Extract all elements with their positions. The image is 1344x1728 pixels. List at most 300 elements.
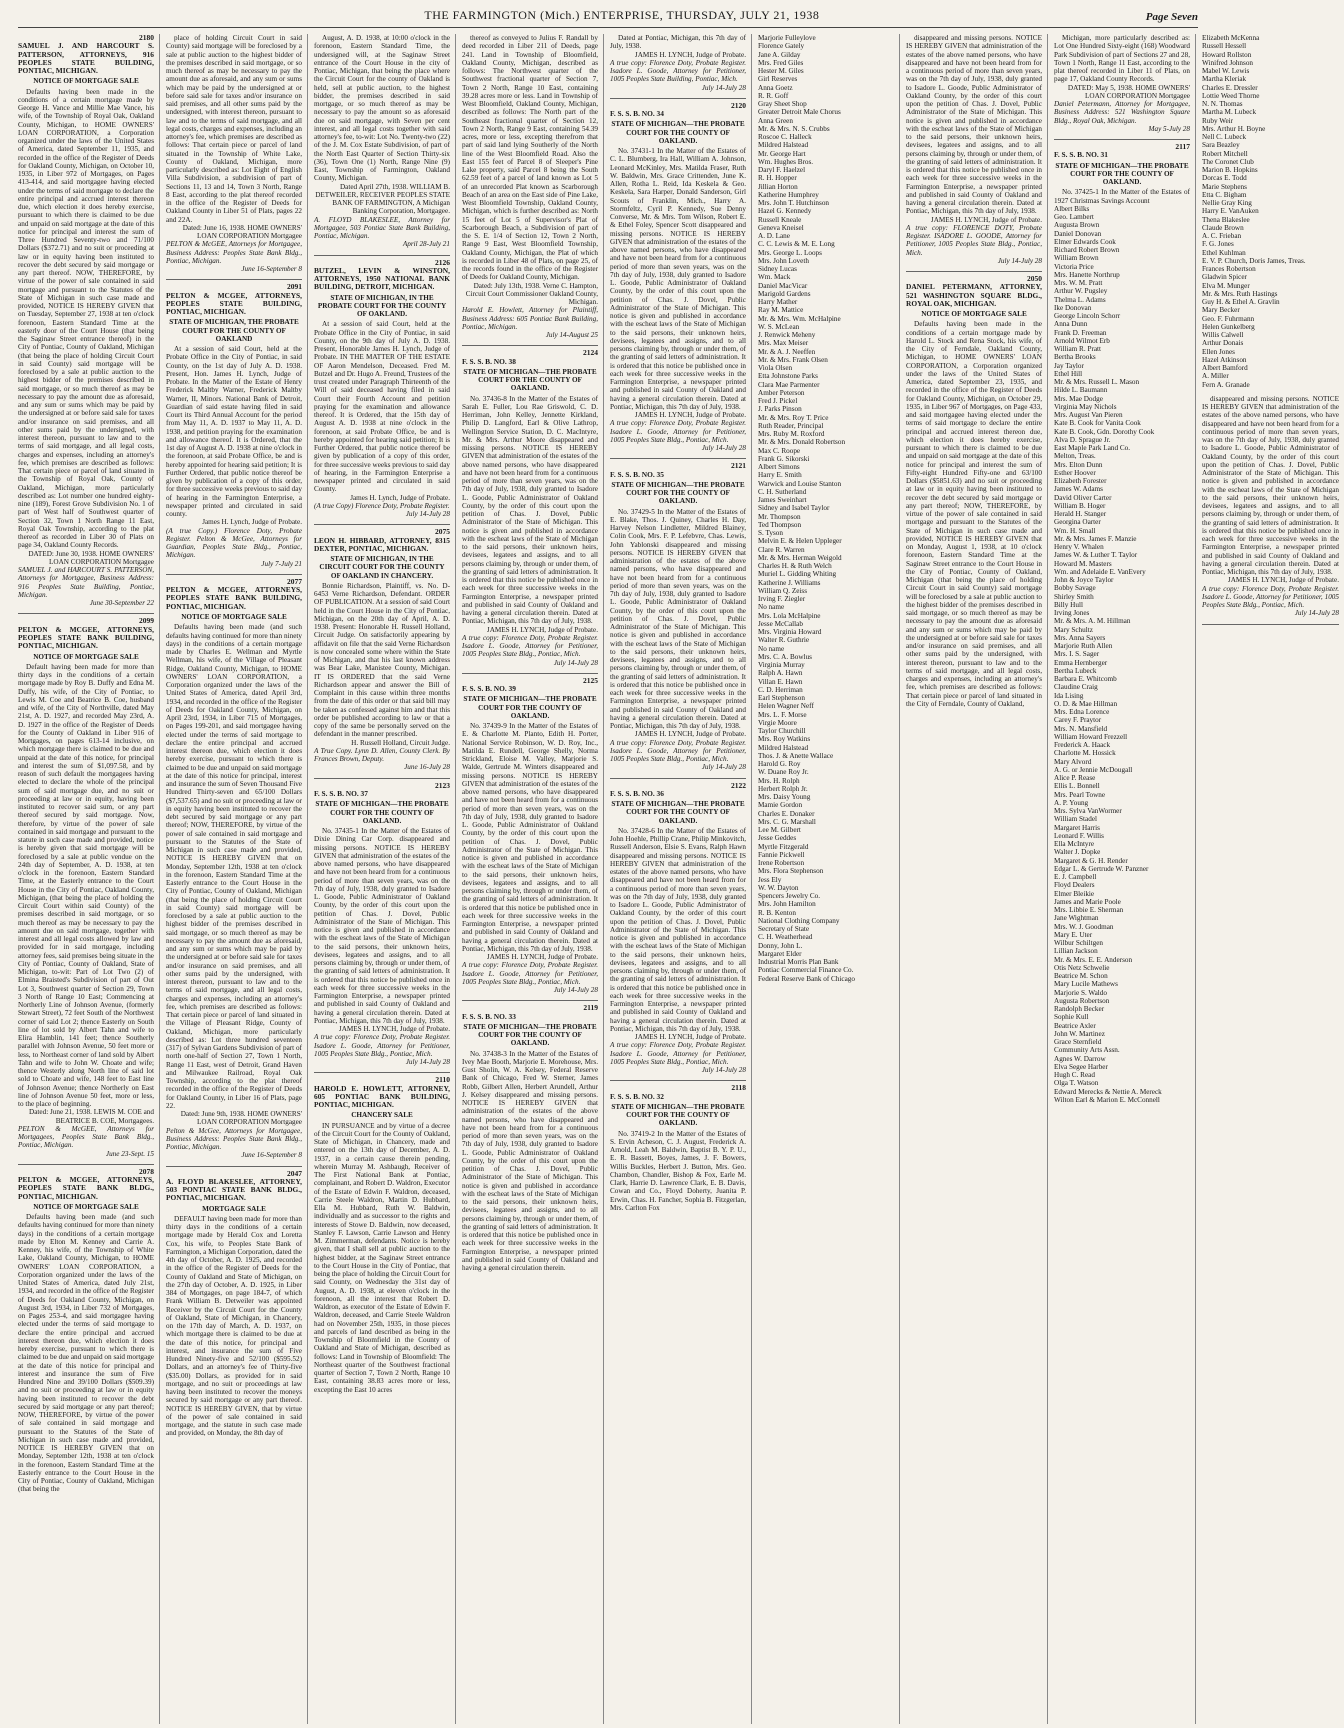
notice-header: F. S. S. B. NO. 39 xyxy=(462,684,516,694)
list-item: Spencers Jewelry Co. xyxy=(758,892,821,900)
names-list xyxy=(758,34,894,983)
notice-title: STATE OF MICHIGAN—THE PROBATE COURT FOR THE COUNTY OF OAKLAND. xyxy=(463,367,597,393)
notice-body: Default having been made for more than thirty days in the conditions of a certain mortgage made by Roy B. Duffy and Edna M. Duffy, his wife, of the City of Pontiac, to Lewis M. Coe and Beatrice B. Coe, husband and wife, of the City of Northville, dated May 21st, A. D. 1927, and recorded May 23rd, A. D. 1927 in the office of the Register of Deeds for the County of Oakland in Liber 916 of Mortgages, on pages 613-14 inclusive, on which mortgage there is claimed to be due and unpaid at the date of this notice, for principal and interest the sum of $1,097.58, and by reason of such default the mortgagees having elected to declare the whole of the principal sum of said mortgage due, and no suit or proceeding at law or in equity, having been instituted to recover said sum, or any part thereof secured by said mortgage. Now, therefore, by virtue of the power of sale contained in said mortgage and pursuant to the statute in such case made and provided, notice is hereby given that said mortgage will be foreclosed by a sale at public vendue on the 24th day of September, A. D. 1938, at ten o'clock in the forenoon, Eastern Standard Time, at the Easterly entrance to the Court House in the City of Pontiac, Oakland County, Michigan, (that being the place of holding the Circuit Court within said County) of the premises described in said mortgage, or so much thereof as may be necessary to pay the amount due on said mortgage, together with interest and all legal costs allowed by law and provided for in said mortgage, including attorney fees, said premises being situate in the City of Pontiac, County of Oakland, State of Michigan, to-wit: Part of Lot Two (2) of Elmina Braisted's Subdivision of part of Out Lot 3, Southwest quarter of Section 29, Town 3 North of Range 10 East; Commencing at Northerly Line of Johnson Avenue, (formerly Stewart Street), 72 feet South of the Northwest corner of said Lot 2; thence Easterly on South line of lot sold by Albert Tahn and wife to Elira Hamblin, 141 feet; thence Southerly parallel with Johnson Avenue, 50 feet more or less, to Northeast corner of land sold by Albert Tahn and wife to John W. Choate and wife; thence Westerly along North line of said lot sold to Choate and wife, 148 feet to East line of Johnson Avenue; thence Northerly on East line of Johnson Avenue 50 feet, more or less, to the place of beginning. xyxy=(18,662,154,1109)
list-item: Mary E. Uter xyxy=(1054,930,1093,939)
column-3 xyxy=(314,34,456,1724)
list-item: Harry E. Smith xyxy=(758,471,802,480)
notice-attorney: A true copy: Florence Doty, Probate Register. Isadore L. Goode, Attorney for Petitioner, 1005 Peoples State Bldg., Pontiac, Mich. xyxy=(314,1033,450,1058)
legal-notice xyxy=(1202,34,1339,389)
list-item: Alice P. Rease xyxy=(1054,774,1096,783)
list-item: Martha Kleriak xyxy=(1202,75,1247,84)
notice-title: STATE OF MICHIGAN—THE PROBATE COURT FOR THE COUNTY OF OAKLAND. xyxy=(463,695,597,720)
notice-run-dates: June 16-July 28 xyxy=(404,763,450,772)
notice-header: F. S. S. B. NO. 36 xyxy=(610,788,664,798)
list-item: Mr. & Mrs. Frank Olsen xyxy=(758,355,828,364)
list-item: Otis Netz Schwelie xyxy=(1054,963,1110,972)
list-item: Mrs. Virginia Howard xyxy=(758,628,822,636)
list-item: Frank D. Freeman xyxy=(1054,328,1107,337)
notice-title: MORTGAGE SALE xyxy=(202,1204,266,1213)
list-item: Margaret Harris xyxy=(1054,823,1100,832)
divider xyxy=(314,1072,450,1073)
list-item: Mrs. I. S. Sager xyxy=(1054,650,1100,659)
list-item: Charlotte M. Hossick xyxy=(1054,749,1116,758)
list-item: Bertha Lubeck xyxy=(1054,666,1097,675)
legal-notice xyxy=(314,259,450,519)
list-item: Hester M. Giles xyxy=(758,67,804,75)
names-list xyxy=(1054,205,1190,1104)
columns xyxy=(18,33,1339,1724)
notice-body: Defaults having been made in the conditions of a certain mortgage made by George H. Vance and Millie Mae Vance, his wife, of the Township of Royal Oak, Oakland County, Michigan, to HOME OWNERS' LOAN CORPORATION, a Corporation organized under the laws of the United States of America, dated September 11, 1935, and recorded in the office of the Register of Deeds for Oakland County, Michigan, on October 10, 1935, in Liber 972 of Mortgages, on Pages 413-414, and said mortgagee having elected under the terms of said mortgage to declare the entire principal and accrued interest thereon due, which election it does hereby exercise, pursuant to which there is claimed to be due and unpaid on said mortgage at the date of this notice for principal and interest the sum of Three Hundred Seventy-two and 71/100 Dollars ($372.71) and no suit or proceeding at law or in equity having been instituted to recover the debt secured by said mortgage or any part thereof. NOW, THEREFORE, by virtue of the power of sale contained in said mortgage and pursuant to the Statutes of the State of Michigan in such case made and provided, NOTICE IS HEREBY GIVEN that on Tuesday, September 27, 1938 at ten o'clock forenoon, Eastern Standard Time at the easterly door of the Court House (that being the Saginaw Street entrance thereof) in the City of Pontiac, County of Oakland, Michigan (that being the place of holding Circuit Court in said County) said mortgage will be foreclosed by a sale at public auction to the highest bidder of the premises described in said mortgage, or so much thereof as may be necessary to pay the amount due as aforesaid, and any sum or sums which may be paid by the undersigned at or before said sale for taxes and/or insurance on said premises, and all other sums paid by the undersigned, with interest thereon, pursuant to law and to the terms of said mortgage, and all legal costs, charges and expenses, including an attorney's fee, which premises are described as follows: That certain piece or parcel of land situated in the Township of Royal Oak, County of Oakland, Michigan, more particularly described as: Lot number one hundred eighty-nine (189), Forest Grove Subdivision No. 1 of part of West half of Southwest quarter of Section 32, Town 1 North Range 11 East, Royal Oak Township, according to the plat thereof as recorded in Liber 30 of Plats on page 34, Oakland County Records. xyxy=(18,87,154,550)
list-item: Lee M. Gilbert xyxy=(758,826,801,834)
notice-number: 2180 xyxy=(139,33,154,42)
list-item: Geo. F. Fuhrmann xyxy=(1202,314,1255,323)
legal-notice xyxy=(166,1170,302,1438)
list-item: Jane A. Gilday xyxy=(758,50,801,59)
notice-number: 2126 xyxy=(435,257,450,267)
list-item: Mr. Thompson xyxy=(758,512,801,521)
list-item: Walter J. Dopke xyxy=(1054,848,1101,857)
list-item: Herbert Rolph Jr. xyxy=(758,784,808,793)
divider xyxy=(1202,624,1339,625)
notice-header: PELTON & MCGEE, ATTORNEYS, PEOPLES STATE BUILDING, PONTIAC, MICHIGAN. xyxy=(166,290,302,317)
list-item: No name xyxy=(758,644,785,653)
divider xyxy=(610,458,746,459)
list-item: Gladwin Spicer xyxy=(1202,273,1247,282)
notice-number: 2119 xyxy=(583,1003,598,1013)
list-item: Etta Johnstone Parks xyxy=(758,372,818,381)
notice-number: 2099 xyxy=(139,616,154,626)
list-item: Robert Mitchell xyxy=(1202,149,1248,158)
list-item: A. Miller xyxy=(1202,372,1229,381)
list-item: Martha M. Lubeck xyxy=(1202,108,1257,117)
list-item: The Coronet Club xyxy=(1202,157,1254,166)
list-item: Helen Gunkelberg xyxy=(1202,322,1255,331)
list-item: Arthur Donais xyxy=(1202,339,1244,348)
notice-title: NOTICE OF MORTGAGE SALE xyxy=(33,652,139,661)
notice-number: 2047 xyxy=(287,1168,302,1178)
list-item: Katherine Humphrey xyxy=(758,190,819,199)
list-item: Frances Robertson xyxy=(1202,265,1256,273)
notice-run-dates: July 14-July 28 xyxy=(701,763,746,772)
list-item: Wm. H. Small xyxy=(1054,526,1096,535)
notice-run-dates: May 5-July 28 xyxy=(1148,124,1190,133)
list-item: James Sweinhart xyxy=(758,496,807,504)
list-item: J. Parks Pinson xyxy=(758,405,802,414)
list-item: Donny, John L. xyxy=(758,941,803,950)
list-item: Marigold Gardens xyxy=(758,289,811,298)
notice-header: F. S. S. B. NO. 38 xyxy=(462,356,516,366)
notice-signature: DATED: May 5, 1938. HOME OWNERS' LOAN CORPORATION Mortgagee xyxy=(1067,83,1190,100)
notice-header: F. S. S. B. NO. 31 xyxy=(1054,150,1108,160)
legal-notice xyxy=(610,1084,746,1212)
notice-signature: JAMES H. LYNCH, Judge of Probate. xyxy=(486,625,598,634)
list-item: Marjorie S. Waldo xyxy=(1054,988,1107,997)
notice-signature: Dated: June 16, 1938. HOME OWNERS' LOAN CORPORATION Mortgagee xyxy=(182,223,302,240)
list-item: Virginia Murray xyxy=(758,661,805,669)
notice-signature: Dated: July 13th, 1938. Verne C. Hampton, Circuit Court Commissioner Oakland County, Michigan. xyxy=(465,281,598,306)
list-item: C. H. Sutherland xyxy=(758,487,807,496)
list-item: Edward Merecks & Nettie A. Mereck xyxy=(1054,1087,1162,1096)
notice-body: disappeared and missing persons. NOTICE IS HEREBY GIVEN that administration of the estates of the above named persons, who have disappeared and have not been heard from for a continuous period of more than seven years, was on the 7th day of July, 1938, duly granted to Isadore L. Goode, Public Administrator of Oakland County, by the order of this court upon the petition of Chas. J. Dovel, Public Administrator of the State of Michigan. This notice is given and published in accordance with the escheat laws of the State of Michigan to the said persons, their unknown heirs, devisees, legatees and assigns, and to all persons claiming by, through or under them, of the granting of said letters of administration. It is ordered that this notice be published once in each week for three successive weeks in the Farmington Enterprise, a newspaper printed and published in said County of Oakland and having a general circulation therein. Dated at Pontiac, Michigan, this 7th day of July, 1938. xyxy=(1202,394,1339,576)
list-item: Beatrice M. Schon xyxy=(1054,972,1108,981)
list-item: Mrs. Libbie E. Sherman xyxy=(1054,906,1124,915)
list-item: Albert Simons xyxy=(758,463,800,471)
divider xyxy=(462,1000,598,1001)
legal-notice xyxy=(462,349,598,667)
notice-signature: Dated April 27th, 1938. WILLIAM B. DETWEILER, RECEIVER PEOPLES STATE BANK OF FARMINGTON, A Michigan Banking Corporation, Mortgagee. xyxy=(315,182,450,216)
divider xyxy=(462,673,598,674)
list-item: Lottie Weed Thorne xyxy=(1202,91,1260,100)
list-item: Mrs. John Hamilton xyxy=(758,900,816,909)
legal-notice xyxy=(610,462,746,771)
legal-notice xyxy=(1054,34,1190,133)
column-4 xyxy=(462,34,604,1724)
list-item: Mrs. Mae Dodge xyxy=(1054,394,1103,403)
notice-header: BUTZEL, LEVIN & WINSTON, ATTORNEYS, 1950 NATIONAL BANK BUILDING, DETROIT, MICHIGAN. xyxy=(314,265,450,292)
masthead xyxy=(18,8,1198,28)
list-item: W. S. McLean xyxy=(758,322,800,331)
list-item: Victoria Price xyxy=(1054,262,1094,271)
list-item: Community Arts Assn. xyxy=(1054,1046,1120,1055)
list-item: J. Renwick Meheny xyxy=(758,331,816,339)
notice-attorney: Harold E. Howlett, Attorney for Plaintiff, Business Address: 605 Pontiac Bank Building, Pontiac, Michigan. xyxy=(462,306,598,331)
list-item: Mr. & Mrs. Russell L. Mason xyxy=(1054,378,1140,387)
list-item: Clara Mae Parmenter xyxy=(758,380,820,389)
legal-notice xyxy=(610,782,746,1075)
notice-header: SAMUEL J. AND HARCOURT S. PATTERSON, ATTORNEYS, 916 PEOPLES STATE BUILDING, PONTIAC, MICHIGAN. xyxy=(18,41,154,76)
notice-attorney: A true copy: Florence Doty, Probate Register. Isadore L. Goode, Attorney for Petitioner, 1005 Peoples State Bldg., Pontiac, Mich. xyxy=(462,961,598,986)
notice-attorney: A true copy: Florence Doty, Probate Register. Isadore L. Goode, Attorney for Petitioner, 1005 Peoples State Bldg., Pontiac, Mich. xyxy=(1202,584,1339,609)
notice-attorney: PELTON & McGEE, Attorneys for Mortgagees, Peoples State Bank Bldg., Pontiac, Michigan. xyxy=(18,1124,154,1150)
list-item: Mrs. Flora Stephenson xyxy=(758,867,824,876)
column-6 xyxy=(758,34,900,1724)
divider xyxy=(906,271,1042,272)
list-item: Mamie Gordon xyxy=(758,801,803,810)
list-item: Elva Segee Harber xyxy=(1054,1062,1108,1071)
notice-body: No. 37425-1 In the Matter of the Estates of 1927 Christmas Savings Account xyxy=(1054,188,1190,205)
names-list xyxy=(1202,34,1339,389)
list-item: A. C. Frieban xyxy=(1202,232,1242,240)
legal-notice xyxy=(1054,143,1190,1104)
notice-body: Defaults having been made (and such defaults having continued for more than ninety days) in the conditions of a certain mortgage made by Elton M. Kenney and Carrie A. Kenney, his wife, of the Township of White Lake, Oakland County, Michigan, to HOME OWNERS' LOAN CORPORATION, a Corporation organized under the laws of the United States of America, dated July 21st, 1934, and recorded in the office of the Register of Deeds for Oakland County, Michigan, on August 3rd, 1934, in Liber 732 of Mortgages, on Pages 253-4, and said mortgagee having elected under the terms of said mortgage to declare the entire principal and accrued interest thereon due, which election it does hereby exercise, pursuant to which there is claimed to be due and unpaid on said mortgage at the date of this notice for principal and interest and insurance the sum of Five Hundred Nine and 39/100 Dollars ($509.39) and no suit or proceeding at law or in equity having been instituted to recover the debt secured by said mortgage or any part thereof; NOW, THEREFORE, by virtue of the power of sale contained in said mortgage and pursuant to the Statutes of the State of Michigan in such case made and provided, NOTICE IS HEREBY GIVEN that on Monday, September 12th, 1938 at ten o'clock in the forenoon, Eastern Standard Time at the Easterly entrance to the Court House in the City of Pontiac, County of Oakland, Michigan (that being the xyxy=(18,1213,154,1494)
notice-body: Bonnie Richardson, Plaintiff, vs. No. D-6453 Verne Richardson, Defendant. ORDER OF PUBLICATION. At a session of said Court held in the Court House in the City of Pontiac, Michigan, on the 20th day of April, A. D. 1938. Present: Honorable H. Russell Holland, Circuit Judge. On satisfactorily appearing by affidavit on file that the said Verne Richardson is now concealed some where within the State of Michigan, and that his last known address was Bear Lake, Manistee County, Michigan. IT IS ORDERED that the said Verne Richardson appear and answer the Bill of Complaint in this cause within three months from the date of this order or that said bill may be taken as confessed against him and that this order be published according to law or that a copy of the same be personally served on the defendant in the manner prescribed. xyxy=(314,581,450,739)
list-item: Harry Mather xyxy=(758,298,798,306)
notice-signature: James H. Lynch, Judge of Probate. xyxy=(350,493,450,502)
list-item: Ellis L. Bonnell xyxy=(1054,782,1100,791)
notice-run-dates: July 14-July 28 xyxy=(997,256,1042,265)
list-item: George Lincoln Schorr xyxy=(1054,312,1121,321)
divider xyxy=(1054,139,1190,140)
notice-attorney: A true copy: Florence Doty, Probate Register. Isadore L. Goode, Attorney for Petitioner, 1005 Peoples State Bldg., Pontiac, Mich. xyxy=(610,1041,746,1066)
list-item: Florence Gately xyxy=(758,42,805,51)
notice-attorney: (A true Copy.) Florence Doty, Probate Register. Pelton & McGee, Attorneys for Guardian, Peoples State Bldg., Pontiac, Michigan. xyxy=(166,526,302,560)
notice-title: STATE OF MICHIGAN, IN THE PROBATE COURT FOR THE COUNTY OF OAKLAND. xyxy=(317,293,447,319)
legal-notice xyxy=(314,528,450,771)
list-item: Edgar L. & Gertrude W. Panzner xyxy=(1054,864,1149,873)
notice-signature: JAMES H. LYNCH, Judge of Probate. xyxy=(1227,576,1339,585)
list-item: C. D. Herriman xyxy=(758,685,803,694)
list-item: Mr. & A. J. Neeffen xyxy=(758,347,816,356)
notice-header: PELTON & MCGEE, ATTORNEYS, PEOPLES STATE BANK BUILDING, PONTIAC, MICHIGAN. xyxy=(166,585,302,611)
divider xyxy=(18,1164,154,1165)
list-item: Mrs. George L. Loops xyxy=(758,248,822,257)
notice-number: 2050 xyxy=(1027,274,1042,283)
notice-signature: JAMES H. LYNCH, Judge of Probate. xyxy=(634,411,746,420)
list-item: Anna Green xyxy=(758,116,793,125)
notice-run-dates: July 14-July 28 xyxy=(553,986,598,995)
legal-notice xyxy=(610,102,746,453)
list-item: James W. & Luther T. Taylor xyxy=(1054,551,1138,560)
notice-run-dates: July 14-July 28 xyxy=(1294,609,1339,618)
notice-signature: JAMES H. LYNCH, Judge of Probate. xyxy=(634,1033,746,1042)
list-item: Mr. & Mrs. Donald Robertson xyxy=(758,438,846,447)
notice-body: No. 37435-1 In the Matter of the Estates of Dixie Dining Car Corp. disappeared and missing persons. NOTICE IS HEREBY GIVEN that administration of the estates of the above named persons, who have disappeared and have not been heard from for a continuous period of more than seven years, was on the 7th day of July, 1938, duly granted to Isadore L. Goode, Public Administrator of Oakland County, by the order of this court upon the petition of Chas. J. Dovel, Public Administrator of the State of Michigan. This notice is given and published in accordance with the escheat laws of the State of Michigan to the said persons, their unknown heirs, devisees, legatees and assigns, and to all persons claiming by, through or under them, of the granting of said letters of administration. It is ordered that this notice be published once in each week for three successive weeks in the Farmington Enterprise, a newspaper printed and published in said County of Oakland and having a general circulation therein. Dated at Pontiac, Michigan, this 7th day of July, 1938. xyxy=(314,827,450,1025)
list-item: Grace Sternfield xyxy=(1054,1038,1102,1047)
list-item: Mr. & Mrs. Roy T. Price xyxy=(758,413,829,422)
notice-header: LEON H. HIBBARD, ATTORNEY, 8315 DEXTER, PONTIAC, MICHIGAN. xyxy=(314,535,450,553)
list-item: Jess Ely xyxy=(758,875,782,884)
column-5 xyxy=(610,34,752,1724)
notice-body: At a session of said Court, held at the Probate Office in the City of Pontiac, in said County, on the 1st day of July A. D. 1938. Present, Hon. James H. Lynch, Judge of Probate. In the Matter of the Estate of Henry Frederick Maltby Warner, Frederick Maltby Warner, II, Minors. National Bank of Detroit, Guardian of said estate having filed in said Court its Third Annual Account for the period from May 11, A. D. 1937 to May 11, A. D. 1938, and petition praying for the examination and allowance thereof. It is Ordered, that the 1st day of August A. D. 1938 at nine o'clock in the forenoon, at said Probate Office, be and is hereby appointed for hearing said petition; It is Further Ordered, that public notice thereof be given by publication of a copy of this order, for three successive weeks previous to said day of hearing in the Farmington Enterprise, a newspaper printed and circulated in said county. xyxy=(166,345,302,519)
list-item: Frank G. Sikorski xyxy=(758,454,810,463)
newspaper-title: THE FARMINGTON (Mich.) ENTERPRISE, THURSDAY, JULY 21, 1938 xyxy=(424,8,820,22)
list-item: Mrs. Hanette Northrup xyxy=(1054,270,1120,279)
list-item: Kate B. Cook for Vanita Cook xyxy=(1054,419,1141,428)
list-item: Myrtle Fitzgerald xyxy=(758,842,809,851)
list-item: Mildred Halstead xyxy=(758,743,809,752)
list-item: Esther Hoover xyxy=(1054,468,1096,477)
legal-notice xyxy=(1202,395,1339,618)
notice-body: No. 37428-6 In the Matter of the Estates of John Hoehle, Phillip Crane, Philip Minkovitch, Russell Anderson, Elsie S. Evans, Ralph Hawn disappeared and missing persons. NOTICE IS HEREBY GIVEN that administration of the estates of the above named persons, who have disappeared and have not been heard from for a continuous period of more than seven years, was on the 7th day of July, 1938, duly granted to Isadore L. Goode, Public Administrator of Oakland County, by the order of this court upon the petition of Chas. J. Dovel, Public Administrator of the State of Michigan. This notice is given and published in accordance with the escheat laws of the State of Michigan to the said persons, their unknown heirs, devisees, legatees and assigns, and to all persons claiming by, through or under them, of the granting of said letters of administration. It is ordered that this notice be published once in each week for three successive weeks in the Farmington Enterprise, a newspaper printed and published in said County of Oakland and having a general circulation therein. Dated at Pontiac, Michigan, this 7th day of July, 1938. xyxy=(610,826,746,1033)
divider xyxy=(18,613,154,614)
notice-header: PELTON & MCGEE, ATTORNEYS, PEOPLES STATE BANK BUILDING, PONTIAC, MICHIGAN. xyxy=(18,624,154,651)
list-item: Guy H. & Ethel A. Gravlin xyxy=(1202,298,1280,306)
list-item: Barbara E. Whitcomb xyxy=(1054,675,1117,684)
notice-run-dates: July 14-August 25 xyxy=(545,331,598,339)
list-item: Ethel Kuhlman xyxy=(1202,248,1246,257)
list-item: Geo. Lambert xyxy=(1054,213,1094,222)
list-item: Sara Beazley xyxy=(1202,141,1240,150)
list-item: W. W. Dayton xyxy=(758,883,799,892)
list-item: Frederick A. Haack xyxy=(1054,741,1111,750)
list-item: Mrs. C. G. Marshall xyxy=(758,817,816,826)
list-item: Max C. Roope xyxy=(758,446,801,455)
notice-attorney: A True Copy. Lynn D. Allen, County Clerk. By Frances Brown, Deputy. xyxy=(314,746,450,764)
notice-signature: H. Russell Holland, Circuit Judge. xyxy=(351,738,450,747)
notice-number: 2123 xyxy=(435,780,450,790)
list-item: Irving F. Ziegler xyxy=(758,595,806,603)
notice-body: thereof as conveyed to Julius F. Randall by deed recorded in Liber 211 of Deeds, page 241. Land in Township of Bloomfield, Oakland County, Michigan, described as follows: The Northwest quarter of the Southwest fractional quarter of Section 7, Town 2 North, Range 10 East, containing 39.28 acres more or less. Land in Township of West Bloomfield, Oakland County, Michigan, described as follows: The North part of the Southeast fractional quarter of Section 12, Town 2 North, Range 9 East, containing 54.39 acres, more or less, excepting therefrom that part of said land lying Southerly of the North line of the West Bloomfield Road. Also the East 155 feet of Parcel 8 of Sleeper's Pine Lake property, said Parcel 8 being the South 62.59 feet of a parcel of land known as Lot 5 of an unrecorded Plat known as Scarborough Beach of an area on the East side of Pine Lake, West Bloomfield Township, Oakland County, Michigan, which is further described as: North 15 feet of Lot 5 of Supervisor's Plat of Scarborough Beach, a Subdivision of part of the S. E. 1/4 of Section 12, Town 2 North, Range 9 East, West Bloomfield Township, Oakland County, Michigan, the Plat of which is recorded in Liber 48 of Plats, on page 25, of the records found in the office of the Register of Deeds for Oakland County, Michigan. xyxy=(462,34,598,282)
list-item: Mrs. W. J. Goodman xyxy=(1054,922,1114,931)
list-item: Mary Alvord xyxy=(1054,757,1092,766)
list-item: Fern A. Granade xyxy=(1202,380,1250,389)
list-item: Ralph A. Hawn xyxy=(758,669,803,678)
legal-notice xyxy=(166,283,302,568)
notice-attorney: A true copy: Florence Doty, Probate Register. Isadore L. Goode, Attorney for Petitioner, 1005 Peoples State Bldg., Pontiac, Mich. xyxy=(462,633,598,659)
notice-attorney: PELTON & McGEE, Attorneys for Mortgagee, Business Address: Peoples State Bank Bldg., Pontiac, Michigan. xyxy=(166,240,302,265)
list-item: William Brown xyxy=(1054,254,1099,263)
notice-run-dates: July 14-July 28 xyxy=(405,510,450,519)
list-item: R. B. Kenton xyxy=(758,908,796,917)
list-item: Claudine Craig xyxy=(1054,683,1098,692)
divider xyxy=(166,574,302,575)
list-item: Agnes W. Darrow xyxy=(1054,1054,1106,1063)
notice-run-dates: June 23-Sept. 15 xyxy=(105,1149,154,1158)
list-item: Mildred Halstead xyxy=(758,141,809,150)
divider xyxy=(610,778,746,779)
list-item: Elmer Edwards Cook xyxy=(1054,237,1116,246)
divider xyxy=(610,1080,746,1081)
list-item: Richard Robert Brown xyxy=(1054,246,1120,255)
list-item: Ted Thompson xyxy=(758,520,802,529)
notice-number: 2118 xyxy=(731,1083,746,1093)
list-item: Floyd Dealers xyxy=(1054,881,1095,890)
notice-title: STATE OF MICHIGAN—THE PROBATE COURT FOR THE COUNTY OF OAKLAND. xyxy=(611,1102,745,1128)
list-item: Mrs. August Van Pieren xyxy=(1054,411,1123,420)
notice-number: 2110 xyxy=(435,1075,450,1085)
list-item: Mrs. Ruby M. Roxford xyxy=(758,430,825,438)
list-item: Wm. Hughes Bros. xyxy=(758,157,814,166)
list-item: Roscoe C. Halleck xyxy=(758,133,812,141)
list-item: Ella McIntyre xyxy=(1054,840,1095,849)
list-item: Lillian Jackson xyxy=(1054,947,1098,956)
notice-header: DANIEL PETERMANN, ATTORNEY, 521 WASHINGTON SQUARE BLDG., ROYAL OAK, MICHIGAN. xyxy=(906,282,1042,308)
notice-title: STATE OF MICHIGAN—THE PROBATE COURT FOR THE COUNTY OF OAKLAND. xyxy=(1055,161,1189,187)
list-item: A. P. Young xyxy=(1054,798,1089,807)
list-item: Nell C. Lubeck xyxy=(1202,133,1247,141)
notice-attorney: A. FLOYD BLAKESLEE, Attorney for Mortgagee, 503 Pontiac State Bank Building, Pontiac, Michigan. xyxy=(314,215,450,240)
notice-run-dates: July 14-July 28 xyxy=(553,658,598,667)
list-item: Hazel G. Kennedy xyxy=(758,207,812,216)
list-item: Mr. George Hart xyxy=(758,149,806,158)
list-item: Anna Goetz xyxy=(758,83,793,92)
divider xyxy=(462,345,598,346)
notice-number: 2120 xyxy=(731,100,746,110)
list-item: Helen Wagner Neff xyxy=(758,702,814,711)
notice-number: 2125 xyxy=(583,675,598,685)
list-item: Georgina Oarter xyxy=(1054,518,1101,527)
notice-body: place of holding Circuit Court in said County) said mortgage will be foreclosed by a sale at public auction to the highest bidder of the premises described in said mortgage, or so much thereof as may be necessary to pay the amount due as aforesaid, and any sum or sums which may be paid by the undersigned at or before said sale for taxes and/or insurance on said premises, and all other sums paid by the undersigned, with interest thereon, pursuant to law and to the terms of said mortgage, and all legal costs, charges and expenses, including an attorney's fee, which premises are described as follows: That certain piece or parcel of land situated in the Township of White Lake, County of Oakland, Michigan, more particularly described as: Lot Eight of English Villa Subdivision, a subdivision of part of Sections 11, 13 and 14, Town 3 North, Range 8 East, according to the plat thereof recorded in the office of the Register of Deeds for Oakland County in Liber 51 of Plats, pages 22 and 22A. xyxy=(166,34,302,224)
notice-signature: JAMES H. LYNCH, Judge of Probate. xyxy=(930,215,1042,224)
list-item: Mrs. Sylva VanWormer xyxy=(1054,807,1122,816)
list-item: Harry E. VanAuken xyxy=(1202,207,1259,216)
notice-run-dates: April 28-July 21 xyxy=(402,240,450,249)
notice-signature: JAMES H. LYNCH, Judge of Probate. xyxy=(338,1025,450,1034)
notice-run-dates: July 7-July 21 xyxy=(261,559,302,568)
legal-notice xyxy=(462,677,598,995)
list-item: William Stadel xyxy=(1054,815,1098,824)
notice-header: F. S. S. B. NO. 34 xyxy=(610,109,664,118)
list-item: Albert Bilks xyxy=(1054,204,1090,213)
notice-body: No. 37438-3 In the Matter of the Estates of Ivey Mae Booth, Marjorie E. Morehouse, Mrs. Gust Sholin, W. A. Kelsey, Federal Reserve Bank of Chicago, Fred W. Sterner, James Robb, Gilbert Allen, Herbert Arundell, Arthur J. Kelsey disappeared and missing persons. NOTICE IS HEREBY GIVEN that administration of the estates of the above named persons, who have disappeared and have not been heard from for a continuous period of more than seven years, was on the 7th day of July, 1938, duly granted to Isadore L. Goode, Public Administrator of Oakland County, by the order of this court upon the petition of Chas. J. Dovel, Public Administrator of the State of Michigan. This notice is given and published in accordance with the escheat laws of the State of Michigan to the said persons, their unknown heirs, devisees, legatees and assigns, and to all persons claiming by, through or under them, of the granting of said letters of administration. It is ordered that this notice be published once in each week for three successive weeks in the Farmington Enterprise, a newspaper printed and published in said County of Oakland and having a general circulation therein. xyxy=(462,1049,598,1273)
column-7 xyxy=(906,34,1048,1724)
notice-title: STATE OF MICHIGAN—THE PROBATE COURT FOR THE COUNTY OF OAKLAND. xyxy=(611,480,745,506)
notice-signature: Dated: June 9th, 1938. HOME OWNERS' LOAN CORPORATION Mortgagee xyxy=(180,1110,302,1127)
list-item: Ethel Hill xyxy=(1054,369,1083,378)
list-item: Kate B. Cook, Gdn. Dorothy Cook xyxy=(1054,427,1155,436)
list-item: Marion B. Hopkins xyxy=(1202,166,1258,174)
list-item: Mrs. Roy Watkins xyxy=(758,735,811,744)
list-item: Muriel L. Gidding Whiting xyxy=(758,570,837,579)
notice-header: A. FLOYD BLAKESLEE, ATTORNEY, 503 PONTIAC STATE BANK BLDG., PONTIAC, MICHIGAN. xyxy=(166,1176,302,1203)
list-item: Elva M. Munger xyxy=(1202,281,1250,290)
list-item: Amber Peterson xyxy=(758,388,805,397)
notice-title: STATE OF MICHIGAN, THE PROBATE COURT FOR THE COUNTY OF OAKLAND xyxy=(169,318,299,343)
legal-notice xyxy=(462,34,598,339)
list-item: Taylor Churchill xyxy=(758,727,806,735)
list-item: Henry V. Whalen xyxy=(1054,543,1104,552)
notice-number: 2117 xyxy=(1175,142,1190,151)
list-item: Secretary of State xyxy=(758,925,810,933)
list-item: Elizabeth McKenna xyxy=(1202,34,1260,42)
column-8 xyxy=(1054,34,1196,1724)
list-item: Elizabeth Forester xyxy=(1054,477,1107,486)
notice-number: 2077 xyxy=(287,576,302,586)
divider xyxy=(166,279,302,280)
column-9 xyxy=(1202,34,1344,1724)
list-item: Wilbur Schiltgen xyxy=(1054,939,1104,948)
notice-signature: JAMES H. LYNCH, Judge of Probate. xyxy=(634,730,746,739)
list-item: E. J. Campbell xyxy=(1054,873,1097,882)
notice-attorney: A true copy: Florence Doty, Probate Register. Isadore L. Goode, Attorney for Petitioner, 1005 Peoples State Bldg., Pontiac, Mich. xyxy=(610,738,746,764)
list-item: Mrs. John Loveth xyxy=(758,256,809,265)
notice-run-dates: June 16-September 8 xyxy=(241,1151,302,1160)
list-item: Villan E. Hawn xyxy=(758,677,803,686)
list-item: N. N. Thomas xyxy=(1202,100,1243,108)
list-item: Mr. & Mrs. E. E. Anderson xyxy=(1054,955,1133,964)
list-item: Sidney and Isabel Taylor xyxy=(758,504,830,513)
notice-title: STATE OF MICHIGAN—THE PROBATE COURT FOR THE COUNTY OF OAKLAND. xyxy=(611,800,745,825)
notice-attorney: Pelton & McGee, Attorneys for Mortgagee, Business Address: Peoples State Bank Bldg., Pontiac, Michigan. xyxy=(166,1126,302,1152)
list-item: Hilde L. Baumann xyxy=(1054,386,1108,395)
list-item: Charles E. Dressler xyxy=(1202,83,1258,92)
legal-notice xyxy=(462,1004,598,1272)
list-item: William B. Hoger xyxy=(1054,501,1106,510)
list-item: William Q. Zeiss xyxy=(758,586,808,595)
legal-notice xyxy=(906,34,1042,265)
list-item: Greater Detroit Male Chorus xyxy=(758,108,841,117)
list-item: Gray Sheet Shop xyxy=(758,100,807,108)
notice-signature: Dated: June 21, 1938. LEWIS M. COE and BEATRICE B. COE, Mortgagees. xyxy=(29,1108,154,1125)
list-item: Mary Lucile Mathews xyxy=(1054,980,1118,989)
list-item: Olga T. Watson xyxy=(1054,1079,1099,1088)
list-item: Arnold Wilmot Erb xyxy=(1054,336,1110,345)
notice-body: No. 37429-5 In the Matter of the Estates of E. Blake, Thos. J. Quiney, Charles H. Day, Harvey Nelson Lindletter, Mildred Blainey, Colin Cook, Mrs. F. P. Lefebvre, Chas. Lewis, John Yablonski disappeared and missing persons. NOTICE IS HEREBY GIVEN that administration of the estates of the above named persons, who have disappeared and have not been heard from for a continuous period of more than seven years, was on the 7th day of July, 1938, duly granted to Isadore L. Goode, Public Administrator of Oakland County, by the order of this court upon the petition of Chas. J. Dovel, Public Administrator of the State of Michigan. This notice is given and published in accordance with the escheat laws of the State of Michigan to the said persons, their unknown heirs, devisees, legatees and assigns, and to all persons claiming by, through or under them, of the granting of said letters of administration. It is ordered that this notice be published once in each week for three successive weeks in the Farmington Enterprise, a newspaper printed and published in said County of Oakland and having a general circulation therein. Dated at Pontiac, Michigan, this 7th day of July, 1938. xyxy=(610,507,746,731)
list-item: John & Joyce Taylor xyxy=(1054,576,1114,585)
notice-title: NOTICE OF MORTGAGE SALE xyxy=(921,310,1027,319)
list-item: Irene Robertson xyxy=(758,859,805,867)
notice-body: disappeared and missing persons. NOTICE IS HEREBY GIVEN that administration of the estates of the above named persons, who have disappeared and have not been heard from for a continuous period of more than seven years, was on the 7th day of July, 1938, duly granted to Isadore L. Goode, Public Administrator of Oakland County, by the order of this court upon the petition of Chas. J. Dovel, Public Administrator of the State of Michigan. This notice is given and published in accordance with the escheat laws of the State of Michigan to the said persons, their unknown heirs, devisees, legatees and assigns, and to all persons claiming by, through or under them, of the granting of said letters of administration. It is ordered that this notice be published once in each week for three successive weeks in the Farmington Enterprise, a newspaper printed and published in said County of Oakland and having a general circulation therein. Dated at Pontiac, Michigan, this 7th day of July, 1938. xyxy=(906,34,1042,216)
notice-attorney: Daniel Petermann, Attorney for Mortgagee, Business Address: 521 Washington Square Bldg., Royal Oak, Michigan. xyxy=(1054,100,1190,125)
column-2 xyxy=(166,34,308,1724)
notice-body: No. 37439-9 In the Matter of the Estates of E. & Charlotte M. Planto, Edith H. Porter, National Service Robinson, W. D. Roy, Inc., Matilda E. Rundell, George Shelly, Norma Strickland, Eloise M. Valley, Marjorie S. Walde, Gertrude M. Winters disappeared and missing persons. NOTICE IS HEREBY GIVEN that administration of the estates of the above named persons, who have disappeared and have not been heard from for a continuous period of more than seven years, was on the 7th day of July, 1938, duly granted to Isadore L. Goode, Public Administrator of Oakland County, by the order of this court upon the petition of Chas. J. Dovel, Public Administrator of the State of Michigan. This notice is given and published in accordance with the escheat laws of the State of Michigan to the said persons, their unknown heirs, devisees, legatees and assigns, and to all persons claiming by, through or under them, of the granting of said letters of administration. It is ordered that this notice be published once in each week for three successive weeks in the Farmington Enterprise, a newspaper printed and published in said County of Oakland and having a general circulation therein. Dated at Pontiac, Michigan, this 7th day of July, 1938. xyxy=(462,722,598,953)
list-item: Harold G. Roy xyxy=(758,760,801,768)
notice-body: No. 37431-1 In the Matter of the Estates of C. L. Blumberg, Ira Hall, William A. Johnson, Leonard McKinley, Mrs. Matilda Fraser, Ruth W. Baldwin, Mrs. Grace Crittenden, June K. Allen, Rotha L. Reid, Ida Keskela & Geo. Keskela, Sara Harper, Donald Sanderson, Girl Scouts of Franklin, Mich., Harry A. Stormfeltz, Cyril P. Kennedy, Sue Denny Converse, Mr. & Mrs. Tom Wilson, Robert E. & Ethel Foley, Spencer Scott disappeared and missing persons. NOTICE IS HEREBY GIVEN that administration of the estates of the above named persons, who have disappeared and have not been heard from for a continuous period of more than seven years, was on the 7th day of July, 1938, duly granted to Isadore L. Goode, Public Administrator of Oakland County, by the order of this court upon the petition of Chas. J. Dovel, Public Administrator of the State of Michigan. This notice is given and published in accordance with the escheat laws of the State of Michigan to the said persons, their unknown heirs, devisees, legatees and assigns, and to all persons claiming by, through or under them, of the granting of said letters of administration. It is ordered that this notice be published once in each week for three successive weeks in the Farmington Enterprise, a newspaper printed and published in said County of Oakland and having a general circulation therein. Dated at Pontiac, Michigan, this 7th day of July, 1938. xyxy=(610,147,746,411)
list-item: Mr. & Mrs. James F. Manzie xyxy=(1054,534,1137,543)
list-item: Augusta Brown xyxy=(1054,221,1100,230)
notice-signature: DATED: June 30, 1938. HOME OWNERS' LOAN CORPORATION Mortgagee xyxy=(28,549,154,566)
list-item: Daniel Donovan xyxy=(1054,229,1102,238)
list-item: Charles H. & Ruth Welch xyxy=(758,562,832,570)
list-item: Winifred Johnson xyxy=(1202,58,1254,67)
notice-attorney: A true copy: FLORENCE DOTY, Probate Register. ISADORE L. GOODE, Attorney for Petitioner, 1005 Peoples State Bldg., Pontiac, Mich. xyxy=(906,223,1042,257)
list-item: Hazel Atkinson xyxy=(1202,355,1247,364)
list-item: Mrs. Elton Dunn xyxy=(1054,460,1103,469)
list-item: Beatrice Axler xyxy=(1054,1021,1096,1030)
notice-header: F. S. S. B. NO. 35 xyxy=(610,469,664,479)
list-item: Geneva Kneisel xyxy=(758,223,804,232)
list-item: Augusta Robertson xyxy=(1054,996,1110,1005)
